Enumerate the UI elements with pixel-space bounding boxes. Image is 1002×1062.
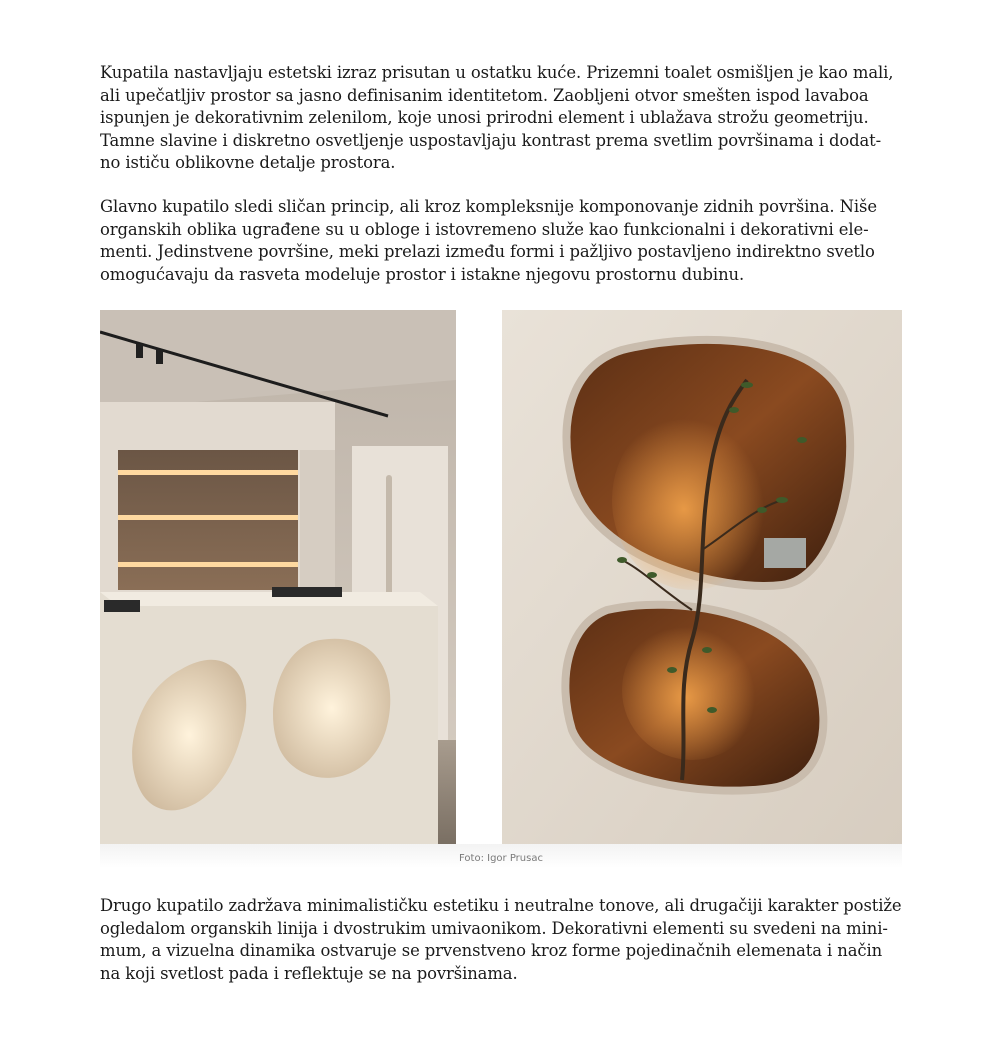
photo-credit: Foto: Igor Prusac — [459, 853, 543, 864]
article-paragraph-3: Drugo kupatilo zadržava minimalističku estetiku i neutralne tonove, ali drugačiji karakter postiže ogledalom organskih linija i dvostrukim umivaonikom. Dekorativni elementi su svedeni na mini- mum, a vizuelna dinamika ostvaruje se prvenstveno kroz forme pojedinačnih elemenata i način na koji svetlost pada i reflektuje se na površinama. — [100, 896, 902, 983]
kitchen-island-photo — [100, 310, 456, 844]
article-paragraph-1: Kupatila nastavljaju estetski izraz prisutan u ostatku kuće. Prizemni toalet osmišljen je kao mali, ali upečatljiv prostor sa jasno definisanim identitetom. Zaobljeni otvor smešten ispod lavaboa ispunjen je dekorativnim zelenilom, koje unosi prirodni element i ublažava strožu geometriju. Tamne slavine i diskretno osvetljenje uspostavljaju kontrast prema svetlim površinama i dodat- no ističu oblikovne detalje prostora. — [100, 63, 894, 172]
organic-niche-photo — [502, 310, 902, 844]
article-paragraph-2: Glavno kupatilo sledi sličan princip, ali kroz kompleksnije komponovanje zidnih površina. Niše organskih oblika ugrađene su u obloge i istovremeno služe kao funkcionalni i dekorativni ele- menti. Jedinstvene površine, meki prelazi između formi i pažljivo postavljeno indirektno svetlo omogućavaju da rasveta modeluje prostor i istakne njegovu prostornu dubinu. — [100, 197, 877, 284]
